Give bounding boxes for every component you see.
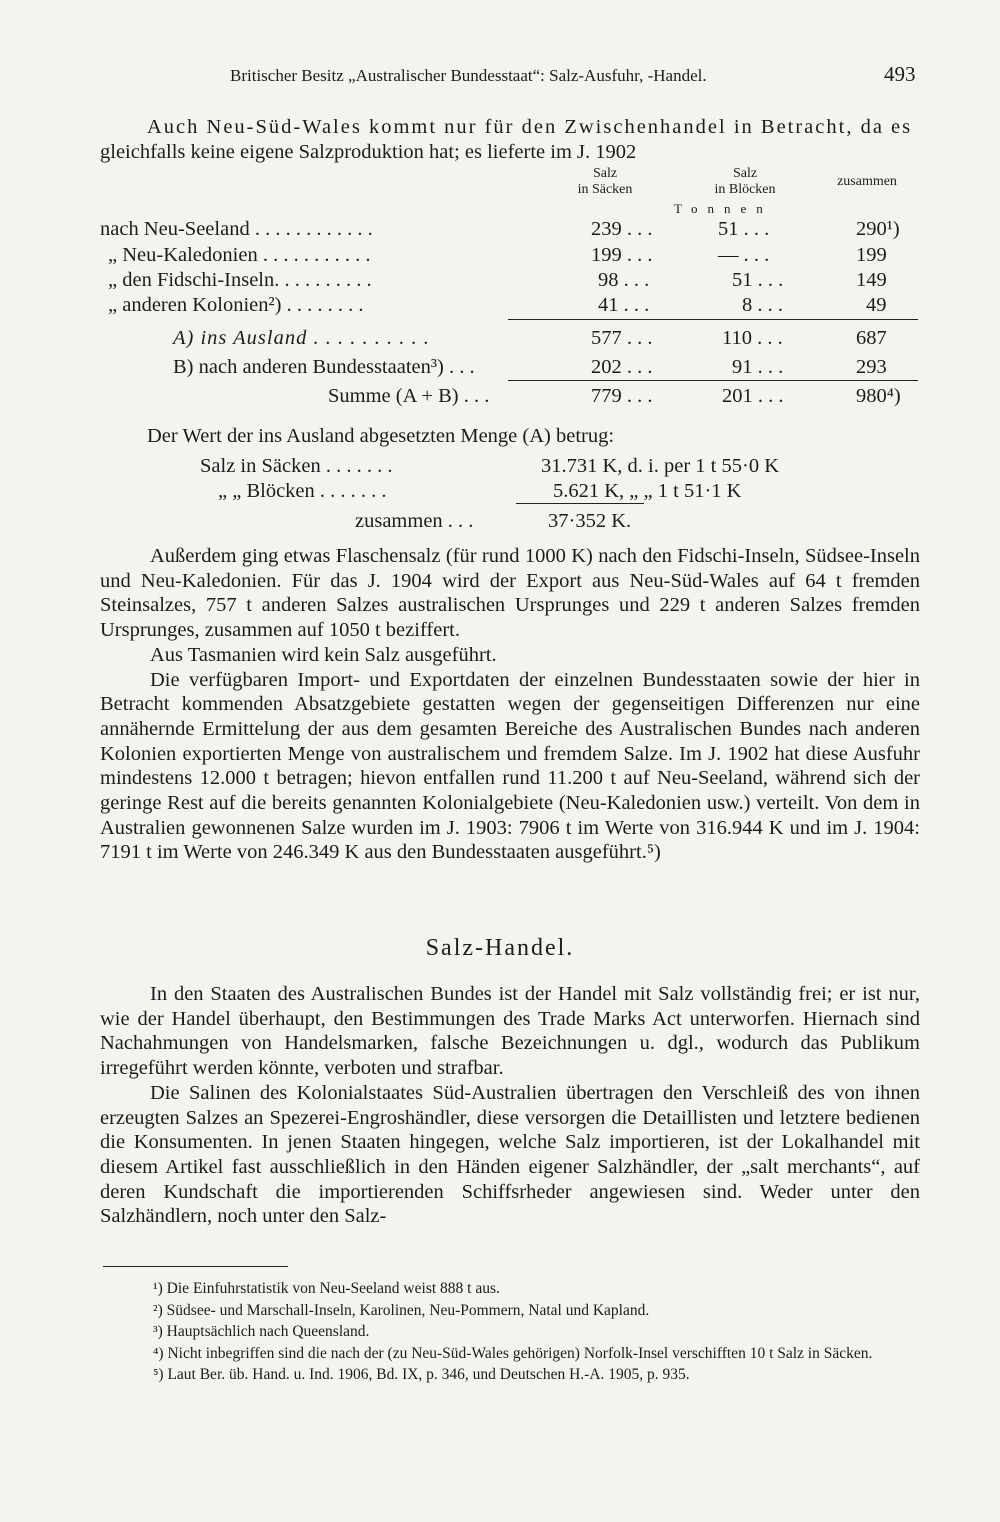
row-value-total: 290¹) bbox=[856, 218, 900, 240]
table-row bbox=[0, 385, 1000, 409]
value-rule bbox=[516, 503, 644, 504]
col-header-total: zusammen bbox=[837, 174, 897, 189]
value-row-value: 31.731 K, d. i. per 1 t 55·0 K bbox=[541, 455, 780, 477]
row-label: nach Neu-Seeland . . . . . . . . . . . . bbox=[100, 218, 373, 240]
row-label: „ anderen Kolonien²) . . . . . . . . bbox=[108, 294, 364, 316]
table-rule bbox=[508, 380, 918, 381]
table-row bbox=[0, 327, 1000, 351]
row-value-total: 199 bbox=[856, 244, 887, 266]
row-value-sacks: 41 . . . bbox=[598, 294, 650, 316]
table-row bbox=[0, 244, 1000, 268]
row-value-sacks: 199 . . . bbox=[591, 244, 653, 266]
row-value-total: 49 bbox=[866, 294, 887, 316]
row-value-blocks: 8 . . . bbox=[742, 294, 783, 316]
row-label: Summe (A + B) . . . bbox=[328, 385, 490, 407]
value-total-label: zusammen . . . bbox=[355, 510, 474, 532]
row-label: B) nach anderen Bundesstaaten³) . . . bbox=[173, 356, 475, 378]
row-value-sacks: 239 . . . bbox=[591, 218, 653, 240]
row-value-sacks: 202 . . . bbox=[591, 356, 653, 378]
footnote: ²) Südsee- und Marschall-Inseln, Karolinen, Neu-Pommern, Natal und Kapland. bbox=[153, 1301, 650, 1319]
row-value-blocks: 51 . . . bbox=[718, 218, 770, 240]
intro-line-1: Auch Neu-Süd-Wales kommt nur für den Zwischenhandel in Betracht, da es bbox=[147, 116, 913, 138]
row-label: A) ins Ausland . . . . . . . . . . bbox=[173, 327, 430, 349]
row-value-blocks: 91 . . . bbox=[732, 356, 784, 378]
row-value-blocks: 51 . . . bbox=[732, 269, 784, 291]
table-row bbox=[0, 356, 1000, 380]
row-value-blocks: 201 . . . bbox=[722, 385, 784, 407]
intro-line-2: gleichfalls keine eigene Salzproduktion hat; es lieferte im J. 1902 bbox=[100, 141, 637, 163]
table-row bbox=[0, 218, 1000, 242]
value-row-label: Salz in Säcken . . . . . . . bbox=[200, 455, 393, 477]
section-title: Salz-Handel. bbox=[425, 935, 575, 961]
row-value-blocks: 110 . . . bbox=[722, 327, 783, 349]
footnote: ³) Hauptsächlich nach Queensland. bbox=[153, 1323, 370, 1340]
paragraph: Die verfügbaren Import- und Exportdaten der einzelnen Bundesstaaten sowie der hier in Betracht kommenden Absatzgebiete gestatten wegen der gegenseitigen Differenzen nur eine annähernde Ermittelung der aus dem gesamten Bereiche des Australischen Bundes nach anderen Kolonien exportierten Menge von australischem und fremdem Salze. Im J. 1902 hat diese Ausfuhr mindestens 12.000 t betragen; hievon entfallen rund 11.200 t auf Neu-Seeland, während sich der geringe Rest auf die bereits genannten Kolonialgebiete (Neu-Kaledonien usw.) verteilt. Von dem in Australien gewonnenen Salze wurden im J. 1903: 7906 t im Werte von 316.944 K und im J. 1904: 7191 t im Werte von 246.349 K aus den Bundesstaaten ausgeführt.⁵) bbox=[100, 668, 920, 864]
row-value-total: 293 bbox=[856, 356, 887, 378]
col-header-blocks: Salz in Blöcken bbox=[714, 166, 776, 197]
paragraph: Die Salinen des Kolonialstaates Süd-Australien übertragen den Verschleiß des von ihnen erzeugten Salzes an Spezerei-Engroshändler, diese versorgen die Detaillisten und letztere bedienen die Konsumenten. In jenen Staaten hingegen, welche Salz importieren, ist der Lokalhandel mit diesem Artikel fast ausschließlich in den Händen eigener Salzhändler, der „salt merchants“, auf deren Kundschaft die importierenden Schiffsrheder angewiesen sind. Weder unter den Salzhändlern, noch unter den Salz- bbox=[100, 1081, 920, 1228]
unit-label: Tonnen bbox=[674, 201, 773, 216]
row-value-sacks: 577 . . . bbox=[591, 327, 653, 349]
value-intro: Der Wert der ins Ausland abgesetzten Menge (A) betrug: bbox=[147, 425, 615, 447]
footnotes bbox=[103, 1278, 923, 1386]
col-header-sacks: Salz in Säcken bbox=[577, 166, 633, 197]
footnote: ⁴) Nicht inbegriffen sind die nach der (zu Neu-Süd-Wales gehörigen) Norfolk-Insel verschifften 10 t Salz in Säcken. bbox=[153, 1344, 873, 1362]
row-value-total: 980⁴) bbox=[856, 385, 901, 407]
row-value-total: 687 bbox=[856, 327, 887, 349]
value-row-label: „ „ Blöcken . . . . . . . bbox=[218, 480, 387, 502]
row-label: „ Neu-Kaledonien . . . . . . . . . . . bbox=[108, 244, 371, 266]
section-paragraph-block bbox=[100, 982, 920, 1229]
footnote: ¹) Die Einfuhrstatistik von Neu-Seeland weist 888 t aus. bbox=[153, 1280, 500, 1297]
value-row-value: 5.621 K, „ „ 1 t 51·1 K bbox=[553, 480, 742, 502]
paragraph: Außerdem ging etwas Flaschensalz (für rund 1000 K) nach den Fidschi-Inseln, Südsee-Inseln und Neu-Kaledonien. Für das J. 1904 wird der Export aus Neu-Süd-Wales auf 64 t fremden Steinsalzes, 757 t anderen Salzes australischen Ursprunges und 229 t anderen Salzes fremden Ursprunges, zusammen auf 1050 t beziffert. bbox=[100, 545, 920, 642]
row-value-total: 149 bbox=[856, 269, 887, 291]
value-total-value: 37·352 K. bbox=[548, 510, 632, 532]
table-row bbox=[0, 294, 1000, 318]
running-title: Britischer Besitz „Australischer Bundesstaat“: Salz-Ausfuhr, -Handel. bbox=[230, 66, 707, 85]
row-value-blocks: — . . . bbox=[718, 244, 770, 266]
table-rule bbox=[508, 319, 918, 320]
row-value-sacks: 779 . . . bbox=[591, 385, 653, 407]
table-row bbox=[0, 269, 1000, 293]
page-number: 493 bbox=[884, 62, 916, 86]
paragraph-block bbox=[100, 544, 920, 865]
footnote-rule bbox=[103, 1266, 288, 1267]
row-value-sacks: 98 . . . bbox=[598, 269, 650, 291]
paragraph: Aus Tasmanien wird kein Salz ausgeführt. bbox=[150, 643, 497, 666]
row-label: „ den Fidschi-Inseln. . . . . . . . . . bbox=[108, 269, 372, 291]
paragraph: In den Staaten des Australischen Bundes ist der Handel mit Salz vollständig frei; er ist nur, wie der Handel überhaupt, den Bestimmungen des Trade Marks Act unterworfen. Hiernach sind Nachahmungen von Handelsmarken, falsche Bezeichnungen u. dgl., wodurch das Publikum irregeführt werden könnte, verboten und strafbar. bbox=[100, 983, 920, 1080]
footnote: ⁵) Laut Ber. üb. Hand. u. Ind. 1906, Bd. IX, p. 346, und Deutschen H.-A. 1905, p. 935. bbox=[153, 1366, 690, 1383]
